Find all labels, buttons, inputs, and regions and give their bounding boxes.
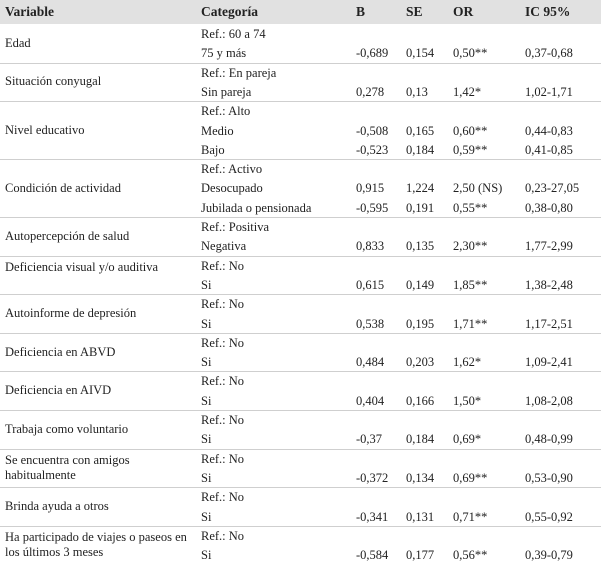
- cell-categoria: Desocupado: [201, 181, 263, 195]
- cell-se: 0,149: [406, 278, 435, 292]
- cell-se: 0,191: [406, 201, 435, 215]
- variable-label: Edad: [5, 36, 31, 50]
- cell-b: -0,372: [356, 471, 389, 485]
- cell-categoria: Sin pareja: [201, 85, 252, 99]
- table-header: [0, 0, 601, 24]
- group-divider: [0, 449, 601, 450]
- cell-categoria: Si: [201, 394, 212, 408]
- cell-ic: 1,38-2,48: [525, 278, 573, 292]
- cell-b: 0,915: [356, 181, 385, 195]
- cell-categoria: Ref.: Alto: [201, 104, 251, 118]
- group-divider: [0, 256, 601, 257]
- cell-ic: 0,48-0,99: [525, 432, 573, 446]
- cell-ic: 0,44-0,83: [525, 124, 573, 138]
- cell-categoria: Ref.: En pareja: [201, 66, 277, 80]
- cell-or: 1,85**: [453, 278, 488, 292]
- group-divider: [0, 217, 601, 218]
- cell-se: 0,184: [406, 143, 435, 157]
- cell-b: -0,689: [356, 46, 389, 60]
- cell-ic: 0,41-0,85: [525, 143, 573, 157]
- cell-categoria: Ref.: No: [201, 413, 245, 427]
- cell-categoria: 75 y más: [201, 46, 247, 60]
- cell-ic: 1,77-2,99: [525, 239, 573, 253]
- cell-or: 0,56**: [453, 548, 488, 562]
- cell-ic: 0,38-0,80: [525, 201, 573, 215]
- cell-categoria: Ref.: No: [201, 336, 245, 350]
- cell-b: 0,404: [356, 394, 385, 408]
- cell-categoria: Si: [201, 471, 212, 485]
- cell-categoria: Medio: [201, 124, 234, 138]
- cell-b: 0,538: [356, 317, 385, 331]
- cell-b: 0,833: [356, 239, 385, 253]
- cell-se: 0,195: [406, 317, 435, 331]
- cell-se: 0,184: [406, 432, 435, 446]
- cell-b: 0,484: [356, 355, 385, 369]
- header-se: SE: [406, 4, 423, 19]
- variable-label: Ha participado de viajes o paseos en los últimos 3 meses: [5, 530, 187, 559]
- header-or: OR: [453, 4, 474, 19]
- cell-categoria: Jubilada o pensionada: [201, 201, 312, 215]
- cell-b: 0,278: [356, 85, 385, 99]
- variable-label: Deficiencia en AIVD: [5, 383, 112, 397]
- group-divider: [0, 101, 601, 102]
- variable-label: Nivel educativo: [5, 123, 85, 137]
- cell-categoria: Ref.: Positiva: [201, 220, 270, 234]
- cell-se: 0,203: [406, 355, 435, 369]
- cell-ic: 0,53-0,90: [525, 471, 573, 485]
- cell-ic: 1,09-2,41: [525, 355, 573, 369]
- cell-or: 1,42*: [453, 85, 482, 99]
- cell-categoria: Bajo: [201, 143, 225, 157]
- cell-se: 0,165: [406, 124, 435, 138]
- cell-or: 0,71**: [453, 510, 488, 524]
- group-divider: [0, 526, 601, 527]
- cell-categoria: Ref.: No: [201, 490, 245, 504]
- cell-se: 1,224: [406, 181, 435, 195]
- variable-label: Deficiencia en ABVD: [5, 345, 116, 359]
- cell-categoria: Ref.: No: [201, 374, 245, 388]
- cell-se: 0,134: [406, 471, 435, 485]
- group-divider: [0, 294, 601, 295]
- cell-ic: 0,55-0,92: [525, 510, 573, 524]
- cell-or: 2,50 (NS): [453, 181, 503, 195]
- variable-label: Condición de actividad: [5, 181, 121, 195]
- cell-or: 0,50**: [453, 46, 488, 60]
- cell-se: 0,166: [406, 394, 435, 408]
- group-divider: [0, 159, 601, 160]
- variable-label: Trabaja como voluntario: [5, 422, 129, 436]
- cell-se: 0,135: [406, 239, 435, 253]
- cell-categoria: Ref.: No: [201, 529, 245, 543]
- cell-se: 0,154: [406, 46, 435, 60]
- variable-label: Brinda ayuda a otros: [5, 499, 109, 513]
- group-divider: [0, 371, 601, 372]
- cell-or: 0,69*: [453, 432, 482, 446]
- variable-label: Se encuentra con amigos habitualmente: [5, 453, 130, 482]
- cell-categoria: Si: [201, 510, 212, 524]
- cell-ic: 1,08-2,08: [525, 394, 573, 408]
- group-divider: [0, 487, 601, 488]
- cell-ic: 0,39-0,79: [525, 548, 573, 562]
- cell-b: -0,523: [356, 143, 389, 157]
- cell-b: -0,341: [356, 510, 389, 524]
- variable-label: Autoinforme de depresión: [5, 306, 137, 320]
- variable-label: Deficiencia visual y/o auditiva: [5, 260, 159, 274]
- variable-label: Situación conyugal: [5, 74, 102, 88]
- cell-categoria: Si: [201, 278, 212, 292]
- header-b: B: [356, 4, 366, 19]
- cell-or: 0,55**: [453, 201, 488, 215]
- cell-b: 0,615: [356, 278, 385, 292]
- cell-ic: 0,23-27,05: [525, 181, 580, 195]
- cell-ic: 0,37-0,68: [525, 46, 573, 60]
- cell-categoria: Ref.: 60 a 74: [201, 27, 266, 41]
- cell-ic: 1,17-2,51: [525, 317, 573, 331]
- cell-se: 0,177: [406, 548, 435, 562]
- cell-b: -0,595: [356, 201, 389, 215]
- cell-b: -0,508: [356, 124, 389, 138]
- variable-label: Autopercepción de salud: [5, 229, 130, 243]
- cell-or: 0,59**: [453, 143, 488, 157]
- cell-se: 0,131: [406, 510, 435, 524]
- cell-categoria: Ref.: No: [201, 297, 245, 311]
- cell-categoria: Si: [201, 317, 212, 331]
- cell-categoria: Si: [201, 548, 212, 562]
- cell-categoria: Ref.: No: [201, 452, 245, 466]
- cell-categoria: Negativa: [201, 239, 247, 253]
- cell-categoria: Ref.: No: [201, 259, 245, 273]
- cell-or: 2,30**: [453, 239, 488, 253]
- cell-or: 1,71**: [453, 317, 488, 331]
- cell-or: 0,60**: [453, 124, 488, 138]
- group-divider: [0, 410, 601, 411]
- cell-b: -0,37: [356, 432, 383, 446]
- cell-or: 1,50*: [453, 394, 482, 408]
- cell-categoria: Si: [201, 432, 212, 446]
- group-divider: [0, 63, 601, 64]
- cell-se: 0,13: [406, 85, 428, 99]
- group-divider: [0, 333, 601, 334]
- cell-or: 0,69**: [453, 471, 488, 485]
- header-ic: IC 95%: [525, 4, 571, 19]
- header-categoria: Categoría: [201, 4, 258, 19]
- cell-or: 1,62*: [453, 355, 482, 369]
- cell-ic: 1,02-1,71: [525, 85, 573, 99]
- cell-b: -0,584: [356, 548, 389, 562]
- cell-categoria: Ref.: Activo: [201, 162, 263, 176]
- header-variable: Variable: [5, 4, 55, 19]
- cell-categoria: Si: [201, 355, 212, 369]
